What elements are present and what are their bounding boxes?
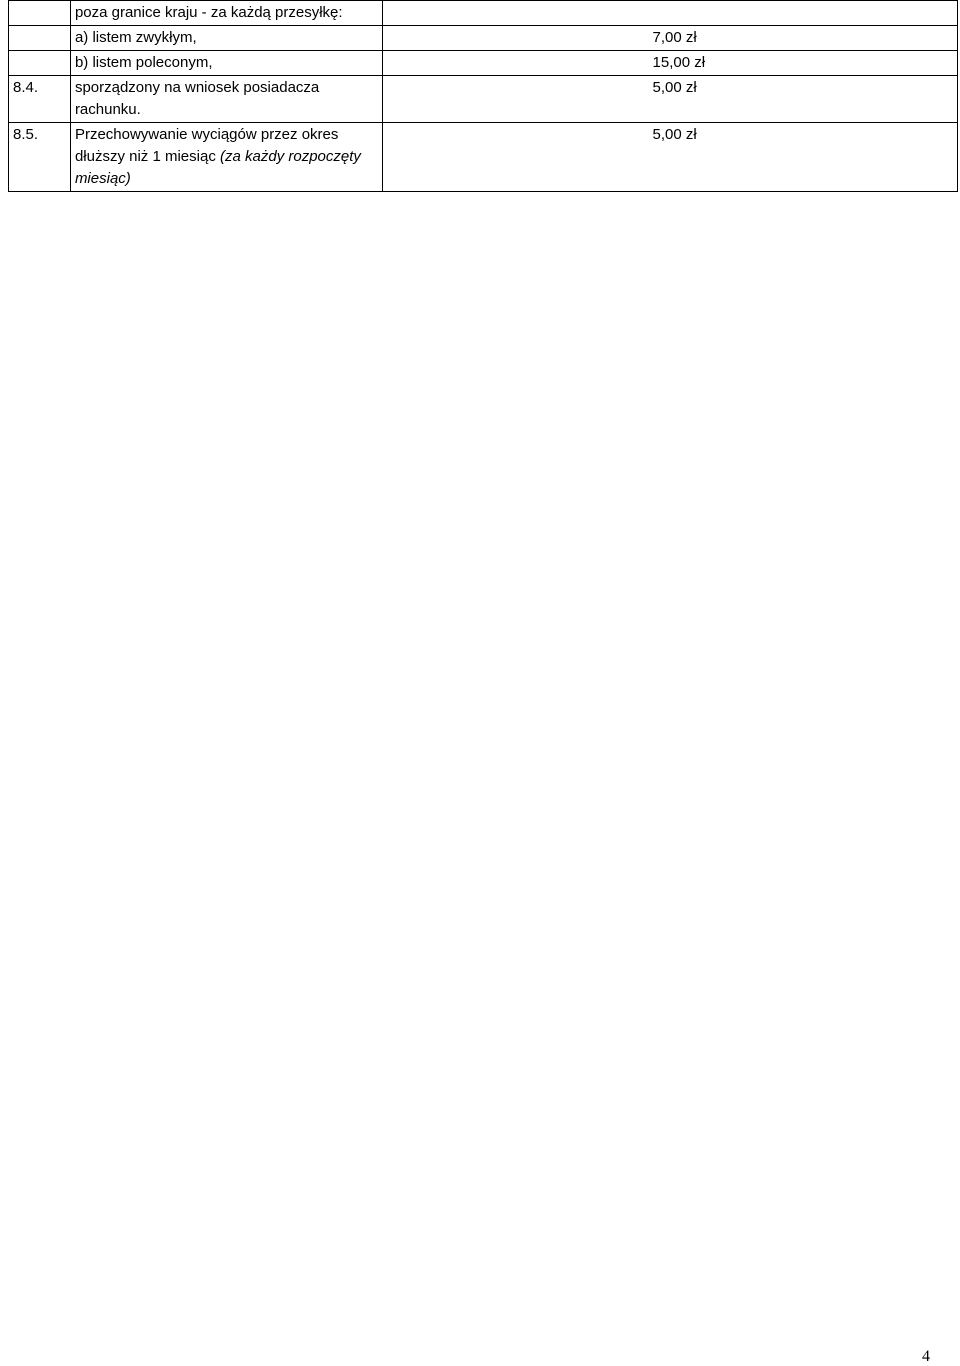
row-description: Przechowywanie wyciągów przez okres dłuższy niż 1 miesiąc (za każdy rozpoczęty miesiąc)	[70, 123, 382, 192]
row-fee: 5,00 zł	[382, 123, 957, 192]
table-row	[9, 51, 958, 76]
row-number	[9, 1, 71, 26]
table-row	[9, 123, 958, 192]
row-number: 8.5.	[9, 123, 71, 192]
table-row	[9, 76, 958, 123]
row-fee	[382, 1, 957, 26]
row-description: sporządzony na wniosek posiadacza rachunku.	[70, 76, 382, 123]
row-description: poza granice kraju - za każdą przesyłkę:	[70, 1, 382, 26]
table-row	[9, 26, 958, 51]
row-number	[9, 26, 71, 51]
row-number: 8.4.	[9, 76, 71, 123]
fee-table	[8, 0, 958, 192]
page-number: 4	[922, 1348, 930, 1365]
row-description: a) listem zwykłym,	[70, 26, 382, 51]
row-fee: 15,00 zł	[382, 51, 957, 76]
table-row	[9, 1, 958, 26]
row-fee: 7,00 zł	[382, 26, 957, 51]
row-description: b) listem poleconym,	[70, 51, 382, 76]
row-note: (za każdy rozpoczęty miesiąc)	[74, 148, 361, 187]
row-fee: 5,00 zł	[382, 76, 957, 123]
row-number	[9, 51, 71, 76]
